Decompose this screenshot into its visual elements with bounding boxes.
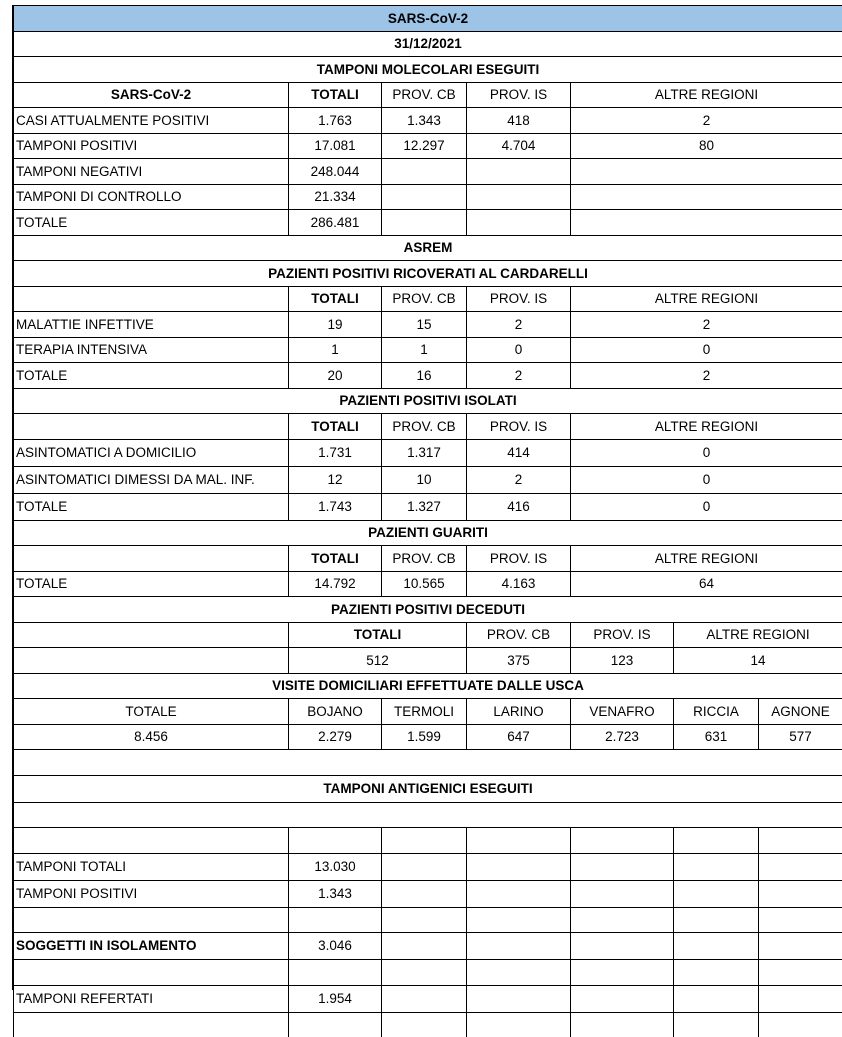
report-table: [13, 5, 842, 1037]
table-row: [14, 108, 842, 134]
cell-totali: 1.731: [289, 439, 382, 466]
cell-cb: 1.317: [382, 439, 467, 466]
usca-header-row: [14, 699, 842, 725]
cell-value: 13.030: [289, 853, 382, 880]
col-header-is: PROV. IS: [467, 414, 571, 440]
empty-grid-row: [14, 907, 842, 933]
cell-totali: 19: [289, 312, 382, 338]
cell-larino: 647: [467, 724, 571, 750]
row-label: MALATTIE INFETTIVE: [14, 312, 289, 338]
molecolari-heading: TAMPONI MOLECOLARI ESEGUITI: [14, 57, 842, 83]
spreadsheet: [13, 5, 842, 1037]
spacer-row: [14, 750, 842, 776]
cell-is: 123: [571, 648, 674, 674]
guariti-header-row: [14, 546, 842, 572]
cell-totali: 248.044: [289, 159, 382, 185]
section-heading-row: [14, 673, 842, 699]
cell-is: [467, 210, 571, 236]
cell-altre: 0: [571, 337, 842, 363]
row-label: ASINTOMATICI A DOMICILIO: [14, 439, 289, 466]
cell-altre: 14: [674, 648, 842, 674]
col-header-bojano: BOJANO: [289, 699, 382, 725]
cell-bojano: 2.279: [289, 724, 382, 750]
cell-is: [467, 184, 571, 210]
col-header-cb: PROV. CB: [382, 286, 467, 312]
col-header-totali: TOTALI: [289, 82, 382, 108]
empty-grid-row: [14, 828, 842, 854]
section-heading-row: [14, 261, 842, 287]
col-header-label: [14, 286, 289, 312]
col-header-riccia: RICCIA: [674, 699, 759, 725]
col-header-agnone: AGNONE: [759, 699, 842, 725]
date-row: [14, 31, 842, 57]
table-row: [14, 880, 842, 907]
table-row: [14, 985, 842, 1012]
cell-totali: 20: [289, 363, 382, 389]
col-header-label: SARS-CoV-2: [14, 82, 289, 108]
cell-is: 0: [467, 337, 571, 363]
row-label: CASI ATTUALMENTE POSITIVI: [14, 108, 289, 134]
ricoverati-header-row: [14, 286, 842, 312]
cell-altre: 0: [571, 493, 842, 520]
usca-heading: VISITE DOMICILIARI EFFETTUATE DALLE USCA: [14, 673, 842, 699]
col-header-totale: TOTALE: [14, 699, 289, 725]
col-header-altre: ALTRE REGIONI: [571, 414, 842, 440]
cell-totali: 21.334: [289, 184, 382, 210]
row-label: SOGGETTI IN ISOLAMENTO: [14, 933, 289, 960]
cell-value: 1.343: [289, 880, 382, 907]
col-header-larino: LARINO: [467, 699, 571, 725]
row-label: TAMPONI NEGATIVI: [14, 159, 289, 185]
deceduti-header-row: [14, 622, 842, 648]
empty-grid-row: [14, 960, 842, 986]
col-header-totali: TOTALI: [289, 622, 467, 648]
col-header-altre: ALTRE REGIONI: [571, 286, 842, 312]
col-header-is: PROV. IS: [467, 82, 571, 108]
table-row: [14, 159, 842, 185]
col-header-is: PROV. IS: [571, 622, 674, 648]
cell-altre: 2: [571, 108, 842, 134]
col-header-totali: TOTALI: [289, 546, 382, 572]
ricoverati-heading: PAZIENTI POSITIVI RICOVERATI AL CARDARELLI: [14, 261, 842, 287]
table-row: [14, 493, 842, 520]
section-heading-row: [14, 597, 842, 623]
col-header-cb: PROV. CB: [467, 622, 571, 648]
cell-totali: 1.763: [289, 108, 382, 134]
row-label: TAMPONI POSITIVI: [14, 880, 289, 907]
cell-cb: 1: [382, 337, 467, 363]
cell-is: [467, 159, 571, 185]
cell-is: 4.163: [467, 571, 571, 597]
table-row: [14, 933, 842, 960]
row-label: TOTALE: [14, 493, 289, 520]
cell-riccia: 631: [674, 724, 759, 750]
guariti-heading: PAZIENTI GUARITI: [14, 520, 842, 546]
spacer-row: [14, 802, 842, 828]
table-row: [14, 210, 842, 236]
cell-totali: 17.081: [289, 133, 382, 159]
col-header-label: [14, 546, 289, 572]
cell-altre: 2: [571, 312, 842, 338]
cell-agnone: 577: [759, 724, 842, 750]
cell-cb: [382, 210, 467, 236]
cell-cb: 10.565: [382, 571, 467, 597]
table-row: [14, 337, 842, 363]
section-heading-row: [14, 235, 842, 261]
cell-altre: 0: [571, 439, 842, 466]
cell-value: 1.954: [289, 985, 382, 1012]
table-row: [14, 724, 842, 750]
cell-is: 2: [467, 466, 571, 493]
row-label: TOTALE: [14, 210, 289, 236]
table-row: [14, 853, 842, 880]
cell-altre: [571, 159, 842, 185]
cell-altre: [571, 210, 842, 236]
col-header-altre: ALTRE REGIONI: [571, 82, 842, 108]
table-row: [14, 184, 842, 210]
cell-cb: 15: [382, 312, 467, 338]
cell-totali: 512: [289, 648, 467, 674]
cell-altre: 64: [571, 571, 842, 597]
section-heading-row: [14, 388, 842, 414]
cell-is: 2: [467, 312, 571, 338]
cell-totali: 286.481: [289, 210, 382, 236]
cell-altre: 0: [571, 466, 842, 493]
cell-cb: 1.327: [382, 493, 467, 520]
cell-cb: [382, 184, 467, 210]
col-header-cb: PROV. CB: [382, 414, 467, 440]
table-row: [14, 363, 842, 389]
cell-cb: 12.297: [382, 133, 467, 159]
cell-totali: 12: [289, 466, 382, 493]
row-label: TOTALE: [14, 363, 289, 389]
cell-cb: 1.343: [382, 108, 467, 134]
section-heading-row: [14, 57, 842, 83]
col-header-is: PROV. IS: [467, 286, 571, 312]
cell-cb: [382, 159, 467, 185]
cell-altre: 80: [571, 133, 842, 159]
col-header-totali: TOTALI: [289, 414, 382, 440]
cell-cb: 16: [382, 363, 467, 389]
col-header-altre: ALTRE REGIONI: [571, 546, 842, 572]
report-date: 31/12/2021: [14, 31, 842, 57]
cell-totali: 1: [289, 337, 382, 363]
section-heading-row: [14, 775, 842, 802]
molecolari-header-row: [14, 82, 842, 108]
row-label: TOTALE: [14, 571, 289, 597]
isolati-header-row: [14, 414, 842, 440]
cell-is: 418: [467, 108, 571, 134]
antigenici-heading: TAMPONI ANTIGENICI ESEGUITI: [14, 775, 842, 802]
cell-altre: 2: [571, 363, 842, 389]
col-header-venafro: VENAFRO: [571, 699, 674, 725]
section-heading-row: [14, 520, 842, 546]
deceduti-heading: PAZIENTI POSITIVI DECEDUTI: [14, 597, 842, 623]
cell-termoli: 1.599: [382, 724, 467, 750]
cell-cb: 375: [467, 648, 571, 674]
table-row: [14, 439, 842, 466]
table-row: [14, 466, 842, 493]
cell-value: 3.046: [289, 933, 382, 960]
cell-altre: [571, 184, 842, 210]
table-row: [14, 133, 842, 159]
cell-totali: 14.792: [289, 571, 382, 597]
cell-is: 416: [467, 493, 571, 520]
cell-cb: 10: [382, 466, 467, 493]
isolati-heading: PAZIENTI POSITIVI ISOLATI: [14, 388, 842, 414]
cell-totali: 1.743: [289, 493, 382, 520]
cell-is: 2: [467, 363, 571, 389]
cell-totale: 8.456: [14, 724, 289, 750]
title-row: [14, 6, 842, 32]
table-row: [14, 571, 842, 597]
row-label: [14, 648, 289, 674]
row-label: TAMPONI POSITIVI: [14, 133, 289, 159]
row-label: TERAPIA INTENSIVA: [14, 337, 289, 363]
row-label: TAMPONI REFERTATI: [14, 985, 289, 1012]
empty-grid-row: [14, 1012, 842, 1037]
row-label: TAMPONI DI CONTROLLO: [14, 184, 289, 210]
col-header-label: [14, 414, 289, 440]
col-header-label: [14, 622, 289, 648]
asrem-heading: ASREM: [14, 235, 842, 261]
table-row: [14, 648, 842, 674]
col-header-altre: ALTRE REGIONI: [674, 622, 842, 648]
report-title: SARS-CoV-2: [14, 6, 842, 32]
col-header-cb: PROV. CB: [382, 82, 467, 108]
cell-is: 4.704: [467, 133, 571, 159]
table-row: [14, 312, 842, 338]
col-header-totali: TOTALI: [289, 286, 382, 312]
col-header-termoli: TERMOLI: [382, 699, 467, 725]
row-label: ASINTOMATICI DIMESSI DA MAL. INF.: [14, 466, 289, 493]
row-label: TAMPONI TOTALI: [14, 853, 289, 880]
cell-is: 414: [467, 439, 571, 466]
cell-venafro: 2.723: [571, 724, 674, 750]
col-header-cb: PROV. CB: [382, 546, 467, 572]
col-header-is: PROV. IS: [467, 546, 571, 572]
